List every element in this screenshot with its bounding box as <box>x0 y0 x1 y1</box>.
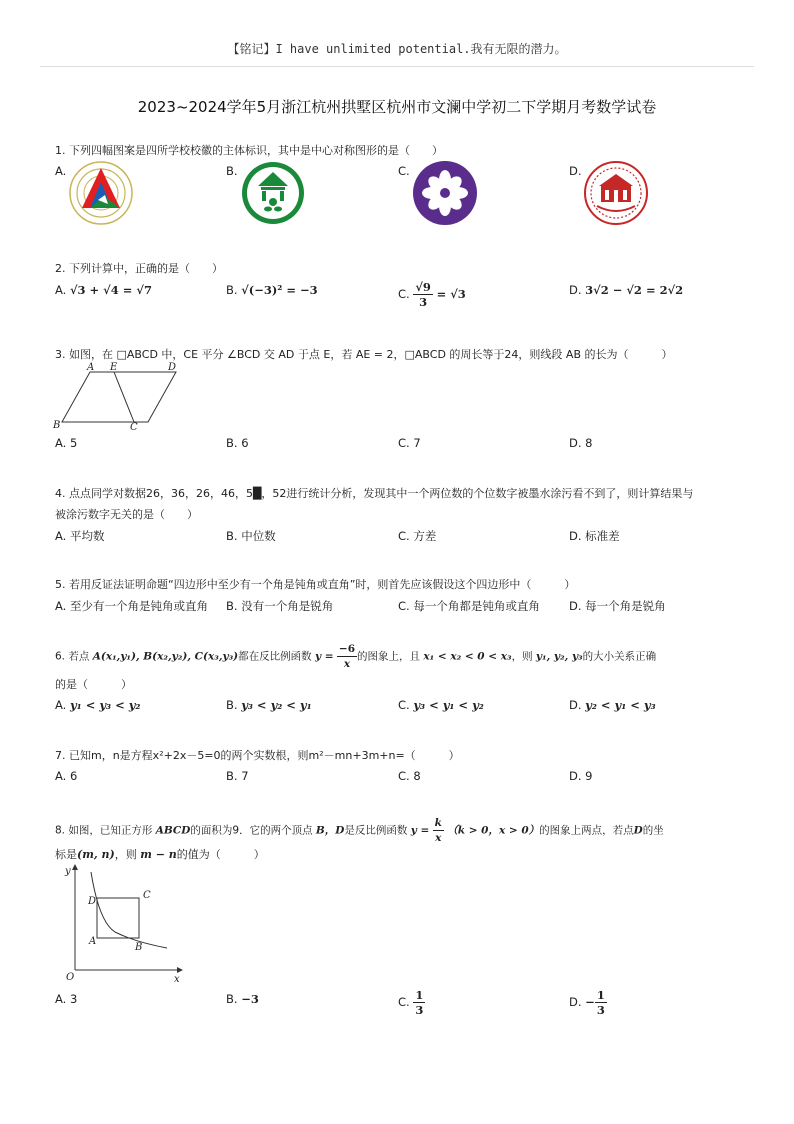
q8-func-frac: $\frac{k}{x}$ <box>434 817 442 844</box>
q5-stem: 5. 若用反证法证明命题“四边形中至少有一个角是钝角或直角”时，则首先应该假设这个四边形中（ ） <box>55 578 576 591</box>
q8-option-b <box>226 992 259 1006</box>
q8-coord: (m, n) <box>77 848 115 861</box>
q3-option-b: B. 6 <box>226 436 249 450</box>
q4-option-d: D. 标准差 <box>569 529 620 543</box>
q8-label-d: D. <box>569 995 582 1009</box>
q6-formula-d: y₂ < y₁ < y₃ <box>585 698 656 712</box>
q6-option-d <box>569 698 656 712</box>
q1-label-b: B. <box>226 164 238 178</box>
q2-label-d: D. <box>569 283 582 297</box>
q8-label-b: B. <box>226 992 238 1006</box>
q3-point-e: E <box>110 362 118 373</box>
q8-coordinate-figure <box>55 862 185 982</box>
q6-stem-d: ，则 <box>511 650 533 663</box>
q8-point-b: B <box>135 942 143 953</box>
q6-func-y: y = <box>315 650 334 663</box>
q3-point-c: C <box>130 422 138 432</box>
school-logo-b <box>240 160 306 226</box>
q2-label-a: A. <box>55 283 67 297</box>
q8-point-a: A <box>89 936 97 947</box>
q8-option-c <box>398 988 425 1017</box>
q6-condition: x₁ < x₂ < 0 < x₃ <box>423 650 512 663</box>
q7-option-c: C. 8 <box>398 769 421 783</box>
q6-stem-a: 6. 若点 <box>55 650 90 663</box>
q6-stem-b: 都在反比例函数 <box>238 650 312 663</box>
q6-option-b <box>226 698 312 712</box>
q8-value-c: $\frac{1}{3}$ <box>415 988 424 1017</box>
q8-stem-line1 <box>55 816 664 845</box>
q3-option-a: A. 5 <box>55 436 78 450</box>
q2-option-d <box>569 283 683 297</box>
q2-formula-a: √3 + √4 = √7 <box>69 283 152 297</box>
q3-stem: 3. 如图，在 □ABCD 中，CE 平分 ∠BCD 交 AD 于点 E，若 AE = 2，□ABCD 的周长等于24，则线段 AB 的长为（ ） <box>55 348 673 361</box>
q5-option-b: B. 没有一个角是锐角 <box>226 599 334 613</box>
q8-stem2-a: 标是 <box>55 848 77 861</box>
q4-option-a: A. 平均数 <box>55 529 105 543</box>
q2-stem: 2. 下列计算中，正确的是（ ） <box>55 262 223 275</box>
q5-option-c: C. 每一个角都是钝角或直角 <box>398 599 540 613</box>
q8-vertices: B，D <box>315 824 345 837</box>
q8-option-a <box>55 992 77 1006</box>
q6-formula-a: y₁ < y₃ < y₂ <box>69 698 141 712</box>
q6-option-c <box>398 698 484 712</box>
q6-vars: y₁, y₂, y₃ <box>535 650 583 663</box>
header-divider <box>40 66 754 67</box>
q8-square-name: ABCD <box>155 824 191 837</box>
q7-stem: 7. 已知m，n是方程x²+2x－5=0的两个实数根，则m²－mn+3m+n=（ ） <box>55 749 460 762</box>
q8-stem-e: 的坐 <box>642 824 664 837</box>
q6-points: A(x₁,y₁), B(x₂,y₂), C(x₃,y₃) <box>92 650 239 663</box>
q1-label-a: A. <box>55 164 67 178</box>
q5-option-a: A. 至少有一个角是钝角或直角 <box>55 599 208 613</box>
q7-option-a: A. 6 <box>55 769 78 783</box>
q6-label-d: D. <box>569 698 582 712</box>
q2-label-b: B. <box>226 283 238 297</box>
school-logo-c <box>412 160 478 226</box>
q3-option-d: D. 8 <box>569 436 593 450</box>
q2-formula-c-frac: $\frac{√9}{3}$ <box>415 280 431 309</box>
q4-stem-line1: 4. 点点同学对数据26，36，26，46，5█，52进行统计分析，发现其中一个两位数的个位数字被墨水涂污看不到了，则计算结果与 <box>55 487 694 500</box>
q3-parallelogram-figure <box>52 360 182 432</box>
q2-option-b <box>226 283 318 297</box>
q8-stem-a: 8. 如图，已知正方形 <box>55 824 153 837</box>
q2-option-c <box>398 280 466 309</box>
q2-option-a <box>55 283 152 297</box>
q6-label-a: A. <box>55 698 67 712</box>
q7-option-b: B. 7 <box>226 769 249 783</box>
q8-stem2-b: ，则 <box>114 848 137 861</box>
school-logo-a <box>68 160 134 226</box>
q8-point-d-ref: D <box>633 824 643 837</box>
exam-title: 2023~2024学年5月浙江杭州拱墅区杭州市文澜中学初二下学期月考数学试卷 <box>137 98 657 116</box>
q8-func-y: y = <box>410 824 430 837</box>
q4-option-c: C. 方差 <box>398 529 437 543</box>
q8-value-b: −3 <box>241 992 259 1006</box>
q8-label-a: A. <box>55 992 67 1006</box>
page-header: 【铭记】I have unlimited potential.我有无限的潜力。 <box>227 42 567 56</box>
q1-label-c: C. <box>398 164 410 178</box>
q2-formula-b: √(−3)² = −3 <box>241 283 318 297</box>
q7-option-d: D. 9 <box>569 769 593 783</box>
q6-option-a <box>55 698 140 712</box>
q3-option-c: C. 7 <box>398 436 421 450</box>
q6-label-b: B. <box>226 698 238 712</box>
q8-axis-y: y <box>65 866 71 877</box>
q8-option-d <box>569 988 607 1017</box>
q8-value-d-sign: − <box>585 995 595 1009</box>
q1-stem: 1. 下列四幅图案是四所学校校徽的主体标识，其中是中心对称图形的是（ ） <box>55 144 443 157</box>
q2-formula-d: 3√2 − √2 = 2√2 <box>585 283 684 297</box>
q8-value-a: 3 <box>69 992 78 1006</box>
q8-stem-d: 的图象上两点，若点 <box>539 824 634 837</box>
q8-expr: m − n <box>140 848 177 861</box>
q4-stem-line2: 被涂污数字无关的是（ ） <box>55 508 198 521</box>
q6-label-c: C. <box>398 698 410 712</box>
q2-formula-c-rhs: = √3 <box>436 287 466 301</box>
q6-stem-line1 <box>55 642 656 671</box>
q6-formula-c: y₃ < y₁ < y₂ <box>413 698 484 712</box>
q6-formula-b: y₃ < y₂ < y₁ <box>241 698 312 712</box>
q8-axis-x: x <box>174 974 180 982</box>
q5-option-d: D. 每一个角是锐角 <box>569 599 666 613</box>
q8-stem-c: 是反比例函数 <box>344 824 408 837</box>
q8-label-c: C. <box>398 995 410 1009</box>
q4-option-b: B. 中位数 <box>226 529 276 543</box>
q6-func-frac: $\frac{-6}{x}$ <box>338 643 356 670</box>
q8-stem2-c: 的值为（ ） <box>176 848 265 861</box>
q3-point-b: B <box>53 420 61 431</box>
q6-stem-c: 的图象上，且 <box>357 650 421 663</box>
q6-stem-line2: 的是（ ） <box>55 678 132 691</box>
school-logo-d <box>583 160 649 226</box>
q3-point-d: D <box>168 362 177 373</box>
q8-value-d: $\frac{1}{3}$ <box>596 988 605 1017</box>
q1-label-d: D. <box>569 164 582 178</box>
q2-label-c: C. <box>398 287 410 301</box>
q3-point-a: A <box>87 362 95 373</box>
q8-point-d: D <box>88 896 97 907</box>
q8-domain: （k > 0，x > 0） <box>447 824 540 837</box>
q8-origin: O <box>66 972 75 982</box>
q8-point-c: C <box>143 890 151 901</box>
q6-stem-e: 的大小关系正确 <box>582 650 657 663</box>
q8-stem-b: 的面积为9．它的两个顶点 <box>190 824 313 837</box>
